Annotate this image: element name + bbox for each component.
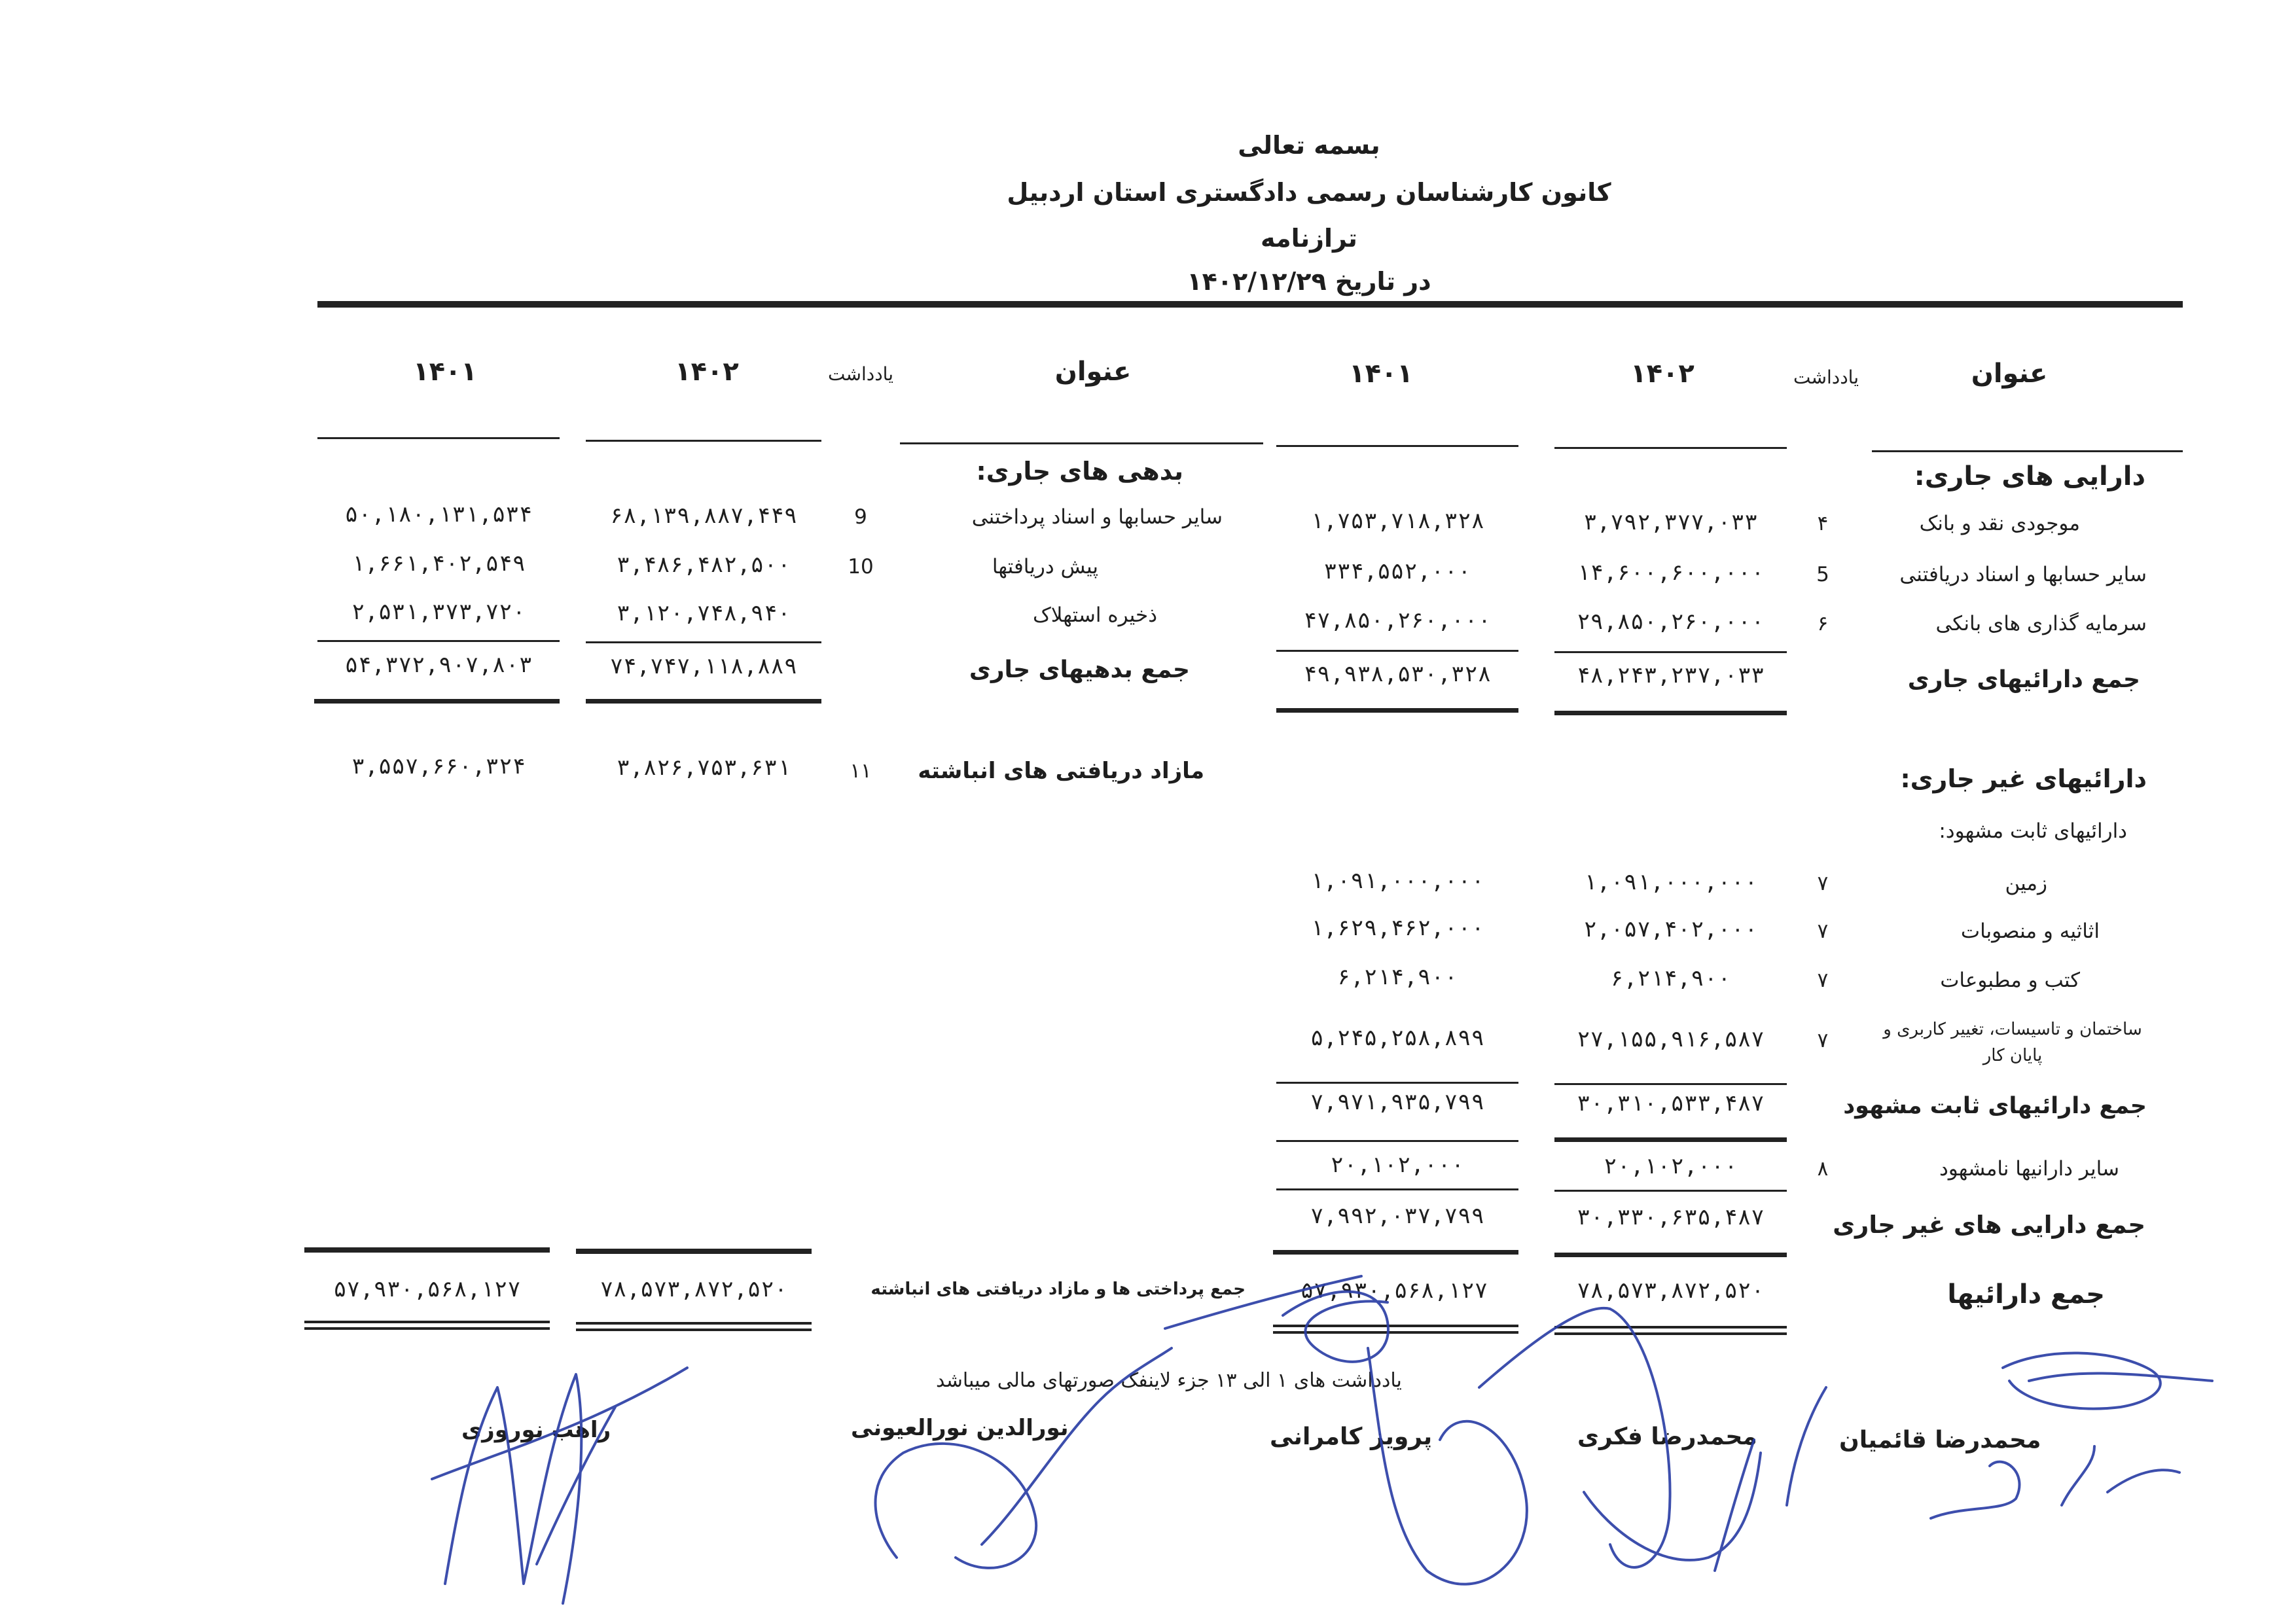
signatory-name: پرویز کامرانی — [1270, 1423, 1433, 1450]
assets-current-total-1402: ۴۸,۲۴۳,۲۳۷,۰۳۳ — [1577, 662, 1765, 688]
intangible-1402: ۲۰,۱۰۲,۰۰۰ — [1604, 1153, 1738, 1179]
asset-item-note: ۷ — [1817, 872, 1829, 895]
asset-item-1401: ۱,۰۹۱,۰۰۰,۰۰۰ — [1310, 868, 1485, 894]
liabilities-current-total-title: جمع بدهیهای جاری — [969, 656, 1190, 683]
assets-noncurrent-heading: دارائیهای غیر جاری: — [1900, 764, 2147, 793]
liability-item-title: پیش دریافتها — [992, 555, 1098, 579]
liability-item-1401: ۲,۵۳۱,۳۷۳,۷۲۰ — [351, 599, 526, 625]
intangible-1401: ۲۰,۱۰۲,۰۰۰ — [1330, 1152, 1465, 1178]
asset-item-title: زمین — [2005, 872, 2047, 895]
asset-item-title: ساختمان و تاسیسات، تغییر کاربری و پایان کار — [1883, 1020, 2142, 1065]
liability-item-title: ذخیره استهلاک — [1033, 603, 1157, 627]
liabilities-grand-total-title: جمع پرداختی ها و مازاد دریافتی های انباشته — [870, 1279, 1246, 1299]
assets-grand-total-title: جمع دارائیها — [1947, 1279, 2105, 1310]
asset-item-1402: ۲۹,۸۵۰,۲۶۰,۰۰۰ — [1577, 609, 1765, 635]
asset-item-1401: ۵,۲۴۵,۲۵۸,۸۹۹ — [1310, 1025, 1485, 1051]
asset-item-1402: ۱,۰۹۱,۰۰۰,۰۰۰ — [1583, 869, 1758, 895]
assets-current-total-title: جمع دارائیهای جاری — [1907, 666, 2140, 693]
assets-note-header: یادداشت — [1793, 366, 1859, 388]
liabilities-grand-total-1402: ۷۸,۵۷۳,۸۷۲,۵۲۰ — [600, 1276, 788, 1302]
surplus-title: مازاد دریافتی های انباشته — [918, 758, 1204, 784]
statement-date: در تاریخ ۱۴۰۲/۱۲/۲۹ — [1187, 267, 1431, 296]
asset-item-1401: ۶,۲۱۴,۹۰۰ — [1336, 964, 1458, 990]
signatory-name: راهب نوروزی — [461, 1417, 611, 1443]
liabilities-note-header: یادداشت — [828, 363, 893, 385]
asset-item-title: سرمایه گذاری های بانکی — [1935, 612, 2147, 635]
surplus-1402: ۳,۸۲۶,۷۵۳,۶۳۱ — [616, 755, 791, 781]
tangible-total-1402: ۳۰,۳۱۰,۵۳۳,۴۸۷ — [1577, 1090, 1765, 1116]
tangible-subheading: دارائیهای ثابت مشهود: — [1939, 819, 2127, 843]
assets-current-total-1401: ۴۹,۹۳۸,۵۳۰,۳۲۸ — [1303, 661, 1492, 687]
noncurrent-total-title: جمع دارایی های غیر جاری — [1833, 1211, 2145, 1239]
liability-item-1402: ۳,۴۸۶,۴۸۲,۵۰۰ — [616, 552, 791, 578]
tangible-total-1401: ۷,۹۷۱,۹۳۵,۷۹۹ — [1310, 1089, 1485, 1115]
asset-item-note: 5 — [1816, 563, 1829, 586]
asset-item-1402: ۲۷,۱۵۵,۹۱۶,۵۸۷ — [1577, 1026, 1765, 1052]
liability-item-note: 9 — [854, 505, 867, 529]
asset-item-1402: ۱۴,۶۰۰,۶۰۰,۰۰۰ — [1577, 560, 1765, 586]
assets-grand-total-1402: ۷۸,۵۷۳,۸۷۲,۵۲۰ — [1577, 1277, 1765, 1304]
asset-item-note: ۶ — [1817, 612, 1829, 635]
asset-item-note: ۷ — [1817, 1029, 1829, 1052]
surplus-note: ۱۱ — [850, 759, 872, 783]
asset-item-note: ۷ — [1817, 919, 1829, 943]
liability-item-note: 10 — [848, 555, 874, 579]
intangible-title: سایر دارانیها نامشهود — [1939, 1157, 2119, 1181]
assets-1402-header: ۱۴۰۲ — [1630, 359, 1695, 389]
bismillah: بسمه تعالی — [1238, 131, 1380, 160]
liability-item-title: سایر حسابها و اسناد پرداختنی — [971, 505, 1223, 529]
assets-1401-header: ۱۴۰۱ — [1349, 359, 1413, 389]
asset-item-title: سایر حسابها و اسناد دریافتنی — [1899, 563, 2147, 586]
organization-name: کانون کارشناسان رسمی دادگستری استان اردبیل — [1007, 178, 1611, 207]
liabilities-1401-header: ۱۴۰۱ — [413, 357, 477, 387]
asset-item-title: موجودی نقد و بانک — [1919, 512, 2080, 535]
intangible-note: ۸ — [1817, 1157, 1829, 1181]
liabilities-1402-header: ۱۴۰۲ — [675, 357, 739, 387]
tangible-total-title: جمع دارائیهای ثابت مشهود — [1843, 1093, 2147, 1119]
liabilities-current-total-1401: ۵۴,۳۷۲,۹۰۷,۸۰۳ — [344, 652, 533, 678]
signatory-name: محمدرضا فکری — [1577, 1423, 1757, 1450]
liability-item-1402: ۳,۱۲۰,۷۴۸,۹۴۰ — [616, 600, 791, 626]
liabilities-current-heading: بدهی های جاری: — [976, 457, 1183, 486]
asset-item-1401: ۱,۷۵۳,۷۱۸,۳۲۸ — [1310, 508, 1485, 534]
asset-item-note: ۷ — [1817, 969, 1829, 992]
asset-item-1402: ۳,۷۹۲,۳۷۷,۰۳۳ — [1583, 509, 1758, 535]
footnote: یادداشت های ۱ الی ۱۳ جزء لاینفک صورتهای مالی میباشد — [936, 1369, 1402, 1392]
asset-item-title: اثاثیه و منصوبات — [1960, 919, 2100, 943]
liabilities-title-header: عنوان — [1054, 357, 1132, 387]
liability-item-1401: ۱,۶۶۱,۴۰۲,۵۴۹ — [351, 550, 526, 577]
asset-item-1402: ۲,۰۵۷,۴۰۲,۰۰۰ — [1583, 916, 1758, 942]
asset-item-title: کتب و مطبوعات — [1940, 969, 2080, 992]
asset-item-1402: ۶,۲۱۴,۹۰۰ — [1610, 965, 1731, 991]
noncurrent-total-1401: ۷,۹۹۲,۰۳۷,۷۹۹ — [1310, 1203, 1485, 1229]
assets-current-heading: دارایی های جاری: — [1914, 461, 2145, 491]
noncurrent-total-1402: ۳۰,۳۳۰,۶۳۵,۴۸۷ — [1577, 1204, 1765, 1230]
liabilities-grand-total-1401: ۵۷,۹۳۰,۵۶۸,۱۲۷ — [333, 1276, 521, 1302]
liability-item-1401: ۵۰,۱۸۰,۱۳۱,۵۳۴ — [344, 501, 533, 527]
assets-title-header: عنوان — [1971, 359, 2048, 389]
asset-item-1401: ۴۷,۸۵۰,۲۶۰,۰۰۰ — [1303, 607, 1492, 633]
assets-grand-total-1401: ۵۷,۹۳۰,۵۶۸,۱۲۷ — [1300, 1277, 1488, 1304]
signatory-name: محمدرضا قائمیان — [1839, 1427, 2041, 1454]
surplus-1401: ۳,۵۵۷,۶۶۰,۳۲۴ — [351, 753, 526, 779]
asset-item-note: ۴ — [1817, 512, 1829, 535]
liabilities-current-total-1402: ۷۴,۷۴۷,۱۱۸,۸۸۹ — [609, 653, 798, 679]
asset-item-1401: ۱,۶۲۹,۴۶۲,۰۰۰ — [1310, 915, 1485, 941]
signatory-name: نورالدین نورالعیونی — [851, 1415, 1069, 1441]
document-title: ترازنامه — [1261, 224, 1357, 253]
liability-item-1402: ۶۸,۱۳۹,۸۸۷,۴۴۹ — [609, 503, 798, 529]
asset-item-1401: ۳۳۴,۵۵۲,۰۰۰ — [1323, 558, 1471, 584]
